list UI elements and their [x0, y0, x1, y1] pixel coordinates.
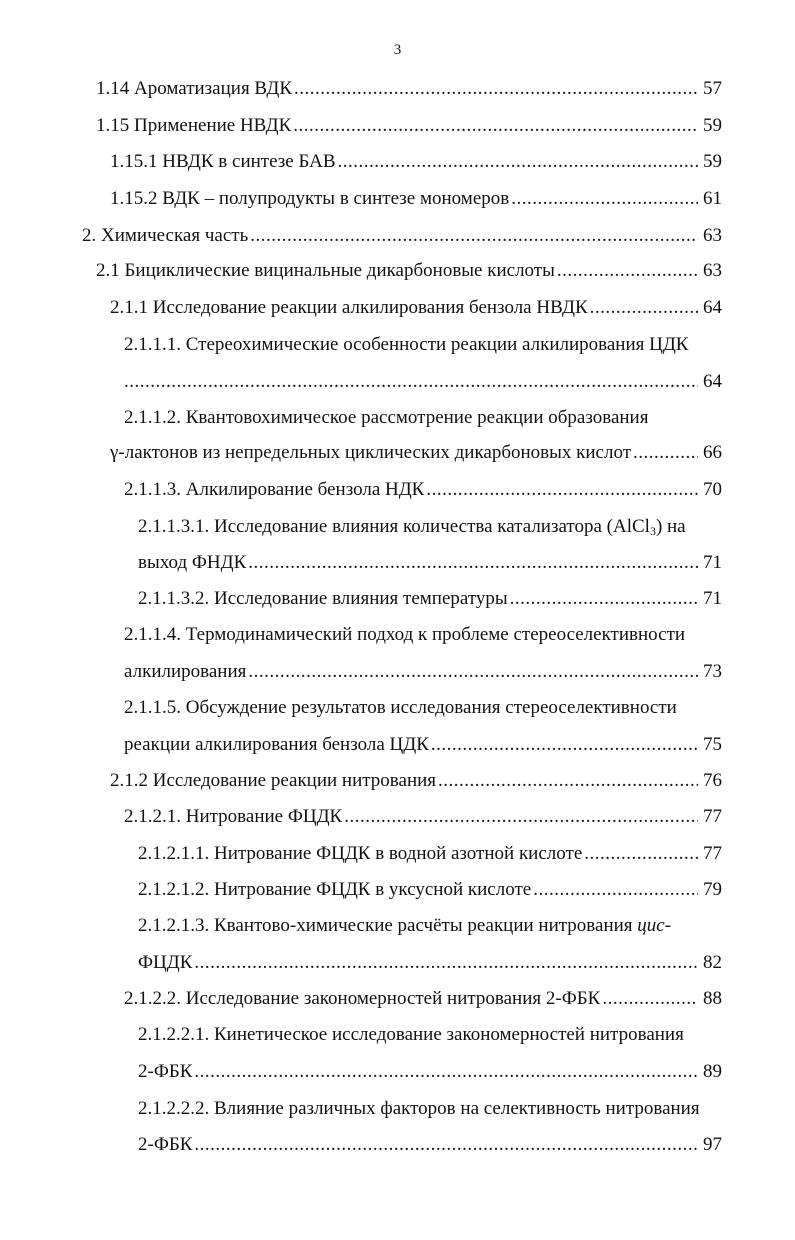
- toc-entry-title: алкилирования: [124, 661, 247, 682]
- toc-entry-1-15-1[interactable]: [110, 149, 722, 175]
- dot-leader: [338, 149, 698, 175]
- toc-entry-2-1-1-2-title[interactable]: 2.1.1.2. Квантовохимическое рассмотрение реакции образования: [124, 407, 649, 428]
- dot-leader: [602, 986, 698, 1012]
- toc-entry-page: 71: [703, 588, 722, 609]
- toc-entry-title: 2.1.2.1.1. Нитрование ФЦДК в водной азотной кислоте: [138, 843, 583, 864]
- toc-entry-page: 73: [703, 661, 722, 682]
- toc-entry-page: 59: [703, 115, 722, 136]
- toc-entry-2-1-2-2-2[interactable]: [138, 1132, 722, 1158]
- subscript: 3: [649, 524, 656, 538]
- toc-entry-2-1-1-4[interactable]: [124, 659, 722, 685]
- toc-entry-2-1-2-1-3-title[interactable]: [138, 913, 671, 939]
- toc-entry-2-1-1-3-2[interactable]: [138, 586, 722, 612]
- toc-entry-1-15-2[interactable]: [110, 186, 722, 212]
- dot-leader: [124, 369, 698, 395]
- toc-entry-2-1[interactable]: [96, 258, 722, 284]
- toc-entry-title: 2-ФБК: [138, 1061, 193, 1082]
- toc-entry-title: 1.15.2 ВДК – полупродукты в синтезе мономеров: [110, 188, 510, 209]
- toc-entry-2-1-2-2-1[interactable]: [138, 1059, 722, 1085]
- toc-entry-title: 2.1.2.1.2. Нитрование ФЦДК в уксусной кислоте: [138, 879, 532, 900]
- dot-leader: [294, 76, 698, 102]
- toc-entry-2[interactable]: [82, 223, 722, 249]
- toc-entry-2-1-1-5-title[interactable]: 2.1.1.5. Обсуждение результатов исследования стереоселективности: [124, 697, 677, 718]
- dot-leader: [194, 1059, 698, 1085]
- toc-entry-page: 88: [703, 988, 722, 1009]
- toc-entry-title: 2-ФБК: [138, 1134, 193, 1155]
- dot-leader: [194, 950, 698, 976]
- dot-leader: [250, 223, 698, 249]
- toc-entry-title: 1.14 Ароматизация ВДК: [96, 78, 293, 99]
- dot-leader: [426, 477, 698, 503]
- toc-entry-title: 2.1.1.3. Алкилирование бензола НДК: [124, 479, 425, 500]
- toc-entry-2-1-1-3[interactable]: [124, 477, 722, 503]
- toc-entry-title: 2.1.1.3.2. Исследование влияния температуры: [138, 588, 508, 609]
- toc-entry-page: 71: [703, 552, 722, 573]
- toc-entry-2-1-1-2[interactable]: [110, 440, 722, 466]
- toc-entry-page: 66: [703, 442, 722, 463]
- toc-entry-page: 82: [703, 952, 722, 973]
- dot-leader: [584, 841, 698, 867]
- dot-leader: [194, 1132, 698, 1158]
- toc-entry-title: γ-лактонов из непредельных циклических дикарбоновых кислот: [110, 442, 632, 463]
- toc-entry-2-1-1-1[interactable]: [124, 369, 722, 395]
- title-part: 2.1.2.1.3. Квантово-химические расчёты реакции нитрования: [138, 915, 638, 936]
- toc-entry-2-1-2-2-2-title[interactable]: 2.1.2.2.2. Влияние различных факторов на селективность нитрования: [138, 1098, 700, 1119]
- toc-entry-2-1-2-1-3[interactable]: [138, 950, 722, 976]
- toc-entry-title: 2.1.2.1. Нитрование ФЦДК: [124, 806, 343, 827]
- toc-entry-2-1-1-1-title[interactable]: 2.1.1.1. Стереохимические особенности реакции алкилирования ЦДК: [124, 334, 689, 355]
- toc-entry-page: 76: [703, 770, 722, 791]
- dot-leader: [533, 877, 698, 903]
- dot-leader: [344, 804, 698, 830]
- title-part: 2.1.1.3.1. Исследование влияния количества катализатора (AlCl: [138, 516, 650, 537]
- toc-entry-2-1-1[interactable]: [110, 295, 722, 321]
- dot-leader: [510, 586, 698, 612]
- toc-entry-page: 77: [703, 806, 722, 827]
- toc-entry-page: 61: [703, 188, 722, 209]
- dot-leader: [431, 732, 698, 758]
- toc-entry-page: 63: [703, 260, 722, 281]
- toc-entry-2-1-1-3-1[interactable]: [138, 550, 722, 576]
- dot-leader: [248, 659, 698, 685]
- toc-entry-2-1-2-1[interactable]: [124, 804, 722, 830]
- title-part-italic: цис-: [637, 915, 672, 936]
- toc-entry-2-1-2-1-1[interactable]: [138, 841, 722, 867]
- toc-entry-page: 70: [703, 479, 722, 500]
- toc-entry-2-1-1-3-1-title[interactable]: [138, 514, 686, 540]
- toc-entry-title: выход ФНДК: [138, 552, 247, 573]
- toc-entry-title: 2. Химическая часть: [82, 225, 249, 246]
- toc-entry-2-1-1-4-title[interactable]: 2.1.1.4. Термодинамический подход к проблеме стереоселективности: [124, 624, 686, 645]
- toc-entry-page: 57: [703, 78, 722, 99]
- dot-leader: [511, 186, 698, 212]
- toc-entry-title: 2.1.1 Исследование реакции алкилирования бензола НВДК: [110, 297, 588, 318]
- title-part: ) на: [655, 516, 686, 537]
- toc-entry-title: 2.1 Бициклические вицинальные дикарбоновые кислоты: [96, 260, 555, 281]
- toc-entry-page: 77: [703, 843, 722, 864]
- toc-entry-2-1-2[interactable]: [110, 768, 722, 794]
- dot-leader: [248, 550, 698, 576]
- toc-entry-1-14[interactable]: [96, 76, 722, 102]
- dot-leader: [438, 768, 698, 794]
- dot-leader: [633, 440, 698, 466]
- toc-entry-2-1-1-5[interactable]: [124, 732, 722, 758]
- dot-leader: [293, 113, 698, 139]
- toc-entry-title: 1.15.1 НВДК в синтезе БАВ: [110, 151, 336, 172]
- toc-entry-title: 1.15 Применение НВДК: [96, 115, 292, 136]
- toc-entry-title: 2.1.2 Исследование реакции нитрования: [110, 770, 437, 791]
- toc-entry-page: 64: [703, 297, 722, 318]
- toc-entry-title: 2.1.2.2. Исследование закономерностей нитрования 2-ФБК: [124, 988, 601, 1009]
- toc-entry-2-1-2-2[interactable]: [124, 986, 722, 1012]
- toc-entry-page: 97: [703, 1134, 722, 1155]
- toc-entry-page: 89: [703, 1061, 722, 1082]
- dot-leader: [590, 295, 698, 321]
- toc-entry-2-1-2-1-2[interactable]: [138, 877, 722, 903]
- toc-entry-title: реакции алкилирования бензола ЦДК: [124, 734, 429, 755]
- toc-entry-1-15[interactable]: [96, 113, 722, 139]
- toc-entry-title: ФЦДК: [138, 952, 193, 973]
- toc-entry-page: 79: [703, 879, 722, 900]
- toc-entry-page: 75: [703, 734, 722, 755]
- page-number: 3: [393, 42, 402, 58]
- toc-entry-page: 59: [703, 151, 722, 172]
- toc-entry-page: 63: [703, 225, 722, 246]
- toc-entry-page: 64: [703, 371, 722, 392]
- toc-entry-2-1-2-2-1-title[interactable]: 2.1.2.2.1. Кинетическое исследование закономерностей нитрования: [138, 1024, 684, 1045]
- dot-leader: [557, 258, 698, 284]
